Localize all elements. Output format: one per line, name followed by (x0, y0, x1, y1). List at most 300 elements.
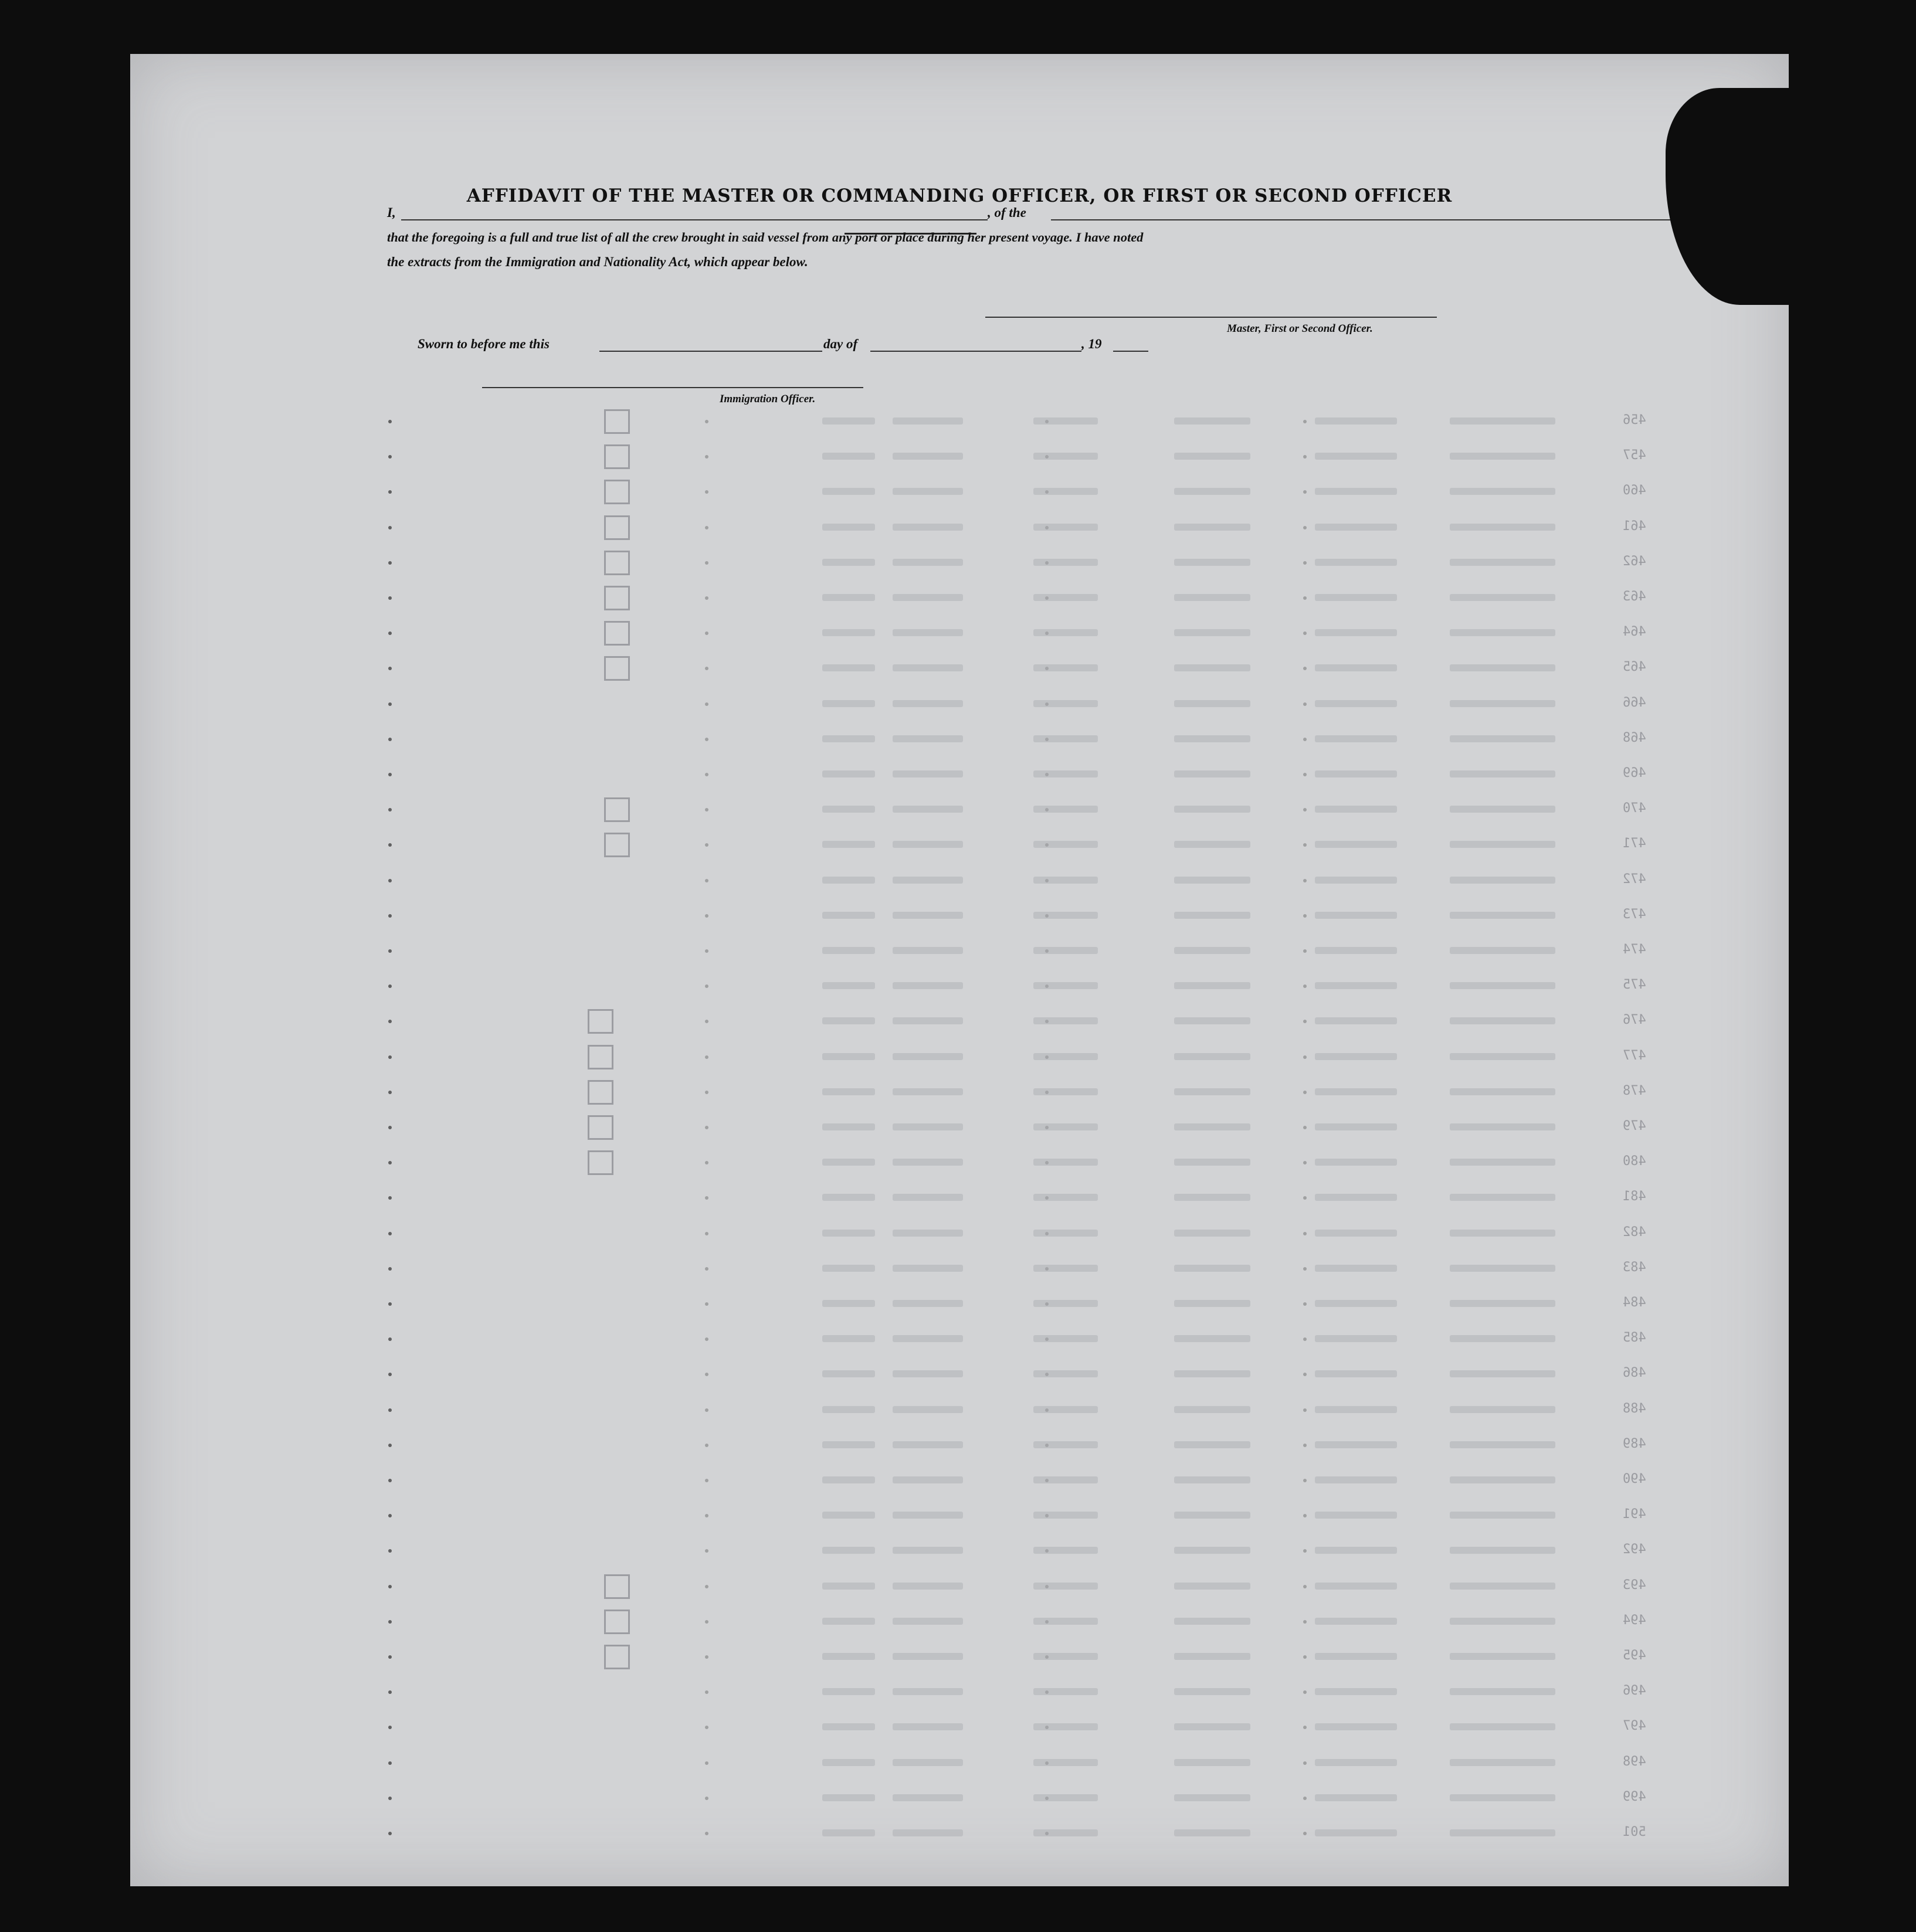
bleed-text-smudge (822, 1829, 875, 1836)
column-dot-mark (1303, 1479, 1307, 1482)
bleed-text-smudge (1315, 1512, 1397, 1519)
column-dot-mark (705, 420, 708, 423)
bleed-text-smudge (893, 629, 963, 636)
bleed-text-smudge (893, 1653, 963, 1660)
bleed-text-smudge (1174, 664, 1250, 671)
bleed-text-smudge (1033, 1159, 1098, 1166)
bleed-text-smudge (893, 1088, 963, 1095)
column-dot-mark (1303, 1761, 1307, 1765)
column-dot-mark (388, 1655, 392, 1659)
column-dot-mark (388, 773, 392, 776)
bleed-text-smudge (1033, 417, 1098, 425)
column-dot-mark (388, 1196, 392, 1200)
bleed-text-smudge (1033, 488, 1098, 495)
bleed-row-number: 484 (1623, 1295, 1646, 1310)
bleed-row-number: 485 (1623, 1330, 1646, 1346)
bleed-text-smudge (1033, 664, 1098, 671)
column-dot-mark (388, 1408, 392, 1412)
bleed-text-smudge (1174, 1759, 1250, 1766)
bleed-text-smudge (1174, 877, 1250, 884)
bleed-text-smudge (1450, 947, 1555, 954)
column-dot-mark (1303, 1055, 1307, 1059)
bleed-text-smudge (1450, 1406, 1555, 1413)
bleed-text-smudge (822, 1370, 875, 1377)
bleed-text-smudge (1315, 841, 1397, 848)
bleed-text-smudge (1174, 700, 1250, 707)
bleed-text-smudge (1174, 1159, 1250, 1166)
column-dot-mark (1303, 1797, 1307, 1800)
bleed-text-smudge (1174, 912, 1250, 919)
column-dot-mark (1303, 667, 1307, 670)
column-dot-mark (1303, 1161, 1307, 1164)
faint-stamp-box (588, 1045, 613, 1069)
bleed-text-smudge (1033, 1335, 1098, 1342)
bleed-text-smudge (1315, 1265, 1397, 1272)
bleed-row-number: 486 (1623, 1366, 1646, 1381)
bleed-text-smudge (1174, 629, 1250, 636)
bleed-text-smudge (1174, 1688, 1250, 1695)
column-dot-mark (388, 984, 392, 988)
affidavit-line-3: the extracts from the Immigration and Nationality Act, which appear below. (387, 254, 808, 269)
bleed-text-smudge (1450, 1723, 1555, 1730)
bleed-text-smudge (893, 488, 963, 495)
column-dot-mark (705, 1655, 708, 1659)
column-dot-mark (388, 1832, 392, 1835)
column-dot-mark (388, 738, 392, 741)
column-dot-mark (388, 1302, 392, 1306)
bleed-text-smudge (822, 806, 875, 813)
column-dot-mark (705, 1585, 708, 1588)
bleed-text-smudge (1450, 524, 1555, 531)
bleed-text-smudge (1033, 1759, 1098, 1766)
bleed-text-smudge (893, 1829, 963, 1836)
bleed-text-smudge (1450, 1829, 1555, 1836)
bleed-text-smudge (893, 1194, 963, 1201)
column-dot-mark (705, 1232, 708, 1235)
bleed-text-smudge (1450, 664, 1555, 671)
column-dot-mark (1303, 808, 1307, 811)
bleed-text-smudge (893, 1123, 963, 1130)
column-dot-mark (1303, 949, 1307, 953)
column-dot-mark (705, 1337, 708, 1341)
bleed-row-number: 476 (1623, 1013, 1646, 1028)
bleed-text-smudge (822, 488, 875, 495)
bleed-text-smudge (1033, 1476, 1098, 1483)
bleed-text-smudge (1315, 1653, 1397, 1660)
affidavit-of-the: , of the (988, 205, 1026, 220)
bleed-text-smudge (1033, 1618, 1098, 1625)
bleed-text-smudge (822, 1194, 875, 1201)
bleed-text-smudge (822, 1017, 875, 1024)
bleed-text-smudge (1315, 1017, 1397, 1024)
column-dot-mark (705, 561, 708, 565)
bleed-text-smudge (822, 629, 875, 636)
bleed-row-number: 460 (1623, 483, 1646, 498)
bleed-text-smudge (822, 1512, 875, 1519)
column-dot-mark (1303, 738, 1307, 741)
column-dot-mark (705, 1620, 708, 1624)
bleed-text-smudge (1033, 700, 1098, 707)
bleed-text-smudge (1174, 1088, 1250, 1095)
bleed-text-smudge (1033, 1441, 1098, 1448)
faint-stamp-box (604, 656, 630, 681)
column-dot-mark (1303, 631, 1307, 635)
column-dot-mark (388, 1161, 392, 1164)
bleed-text-smudge (822, 912, 875, 919)
bleed-text-smudge (822, 1476, 875, 1483)
bleed-text-smudge (1033, 841, 1098, 848)
bleed-text-smudge (1315, 1159, 1397, 1166)
column-dot-mark (1303, 455, 1307, 459)
bleed-row-number: 468 (1623, 730, 1646, 745)
bleed-row-number: 481 (1623, 1189, 1646, 1204)
column-dot-mark (705, 949, 708, 953)
column-dot-mark (388, 561, 392, 565)
bleed-text-smudge (1033, 629, 1098, 636)
bleed-text-smudge (1450, 1300, 1555, 1307)
sworn-day-of: day of (823, 337, 858, 351)
bleed-text-smudge (822, 1265, 875, 1272)
column-dot-mark (388, 843, 392, 847)
bleed-text-smudge (1315, 1476, 1397, 1483)
column-dot-mark (1303, 773, 1307, 776)
column-dot-mark (705, 1444, 708, 1447)
bleed-row-number: 474 (1623, 942, 1646, 957)
bleed-text-smudge (1033, 1794, 1098, 1801)
bleed-text-smudge (1315, 1547, 1397, 1554)
bleed-text-smudge (1450, 1512, 1555, 1519)
column-dot-mark (705, 808, 708, 811)
bleed-text-smudge (1174, 982, 1250, 989)
bleed-text-smudge (1174, 1335, 1250, 1342)
bleed-row-number: 490 (1623, 1472, 1646, 1486)
bleed-text-smudge (1450, 417, 1555, 425)
bleed-row-number: 479 (1623, 1119, 1646, 1133)
column-dot-mark (388, 1337, 392, 1341)
column-dot-mark (1303, 1337, 1307, 1341)
column-dot-mark (1303, 561, 1307, 565)
faint-stamp-box (604, 444, 630, 469)
bleed-text-smudge (1174, 1794, 1250, 1801)
bleed-text-smudge (1033, 1512, 1098, 1519)
faint-stamp-box (604, 515, 630, 540)
bleed-text-smudge (1450, 488, 1555, 495)
column-dot-mark (1303, 1196, 1307, 1200)
bleed-text-smudge (1450, 1476, 1555, 1483)
column-dot-mark (388, 1620, 392, 1624)
bleed-text-smudge (822, 1230, 875, 1237)
sworn-prefix: Sworn to before me this (418, 337, 550, 351)
bleed-row-number: 482 (1623, 1224, 1646, 1240)
vessel-name-blank (1051, 219, 1696, 220)
bleed-text-smudge (1450, 1017, 1555, 1024)
bleed-text-smudge (822, 524, 875, 531)
column-dot-mark (1303, 1655, 1307, 1659)
bleed-text-smudge (1174, 1583, 1250, 1590)
column-dot-mark (388, 949, 392, 953)
bleed-text-smudge (1315, 488, 1397, 495)
column-dot-mark (1303, 843, 1307, 847)
bleed-text-smudge (893, 735, 963, 742)
bleed-text-smudge (893, 664, 963, 671)
bleed-text-smudge (1315, 664, 1397, 671)
bleed-text-smudge (1450, 1194, 1555, 1201)
bleed-text-smudge (822, 982, 875, 989)
bleed-text-smudge (1450, 806, 1555, 813)
bleed-text-smudge (893, 1300, 963, 1307)
bleed-text-smudge (822, 1159, 875, 1166)
faint-stamp-box (604, 551, 630, 575)
bleed-text-smudge (1174, 1230, 1250, 1237)
column-dot-mark (705, 1302, 708, 1306)
bleed-text-smudge (1315, 1829, 1397, 1836)
bleed-text-smudge (893, 1441, 963, 1448)
bleed-text-smudge (1450, 1088, 1555, 1095)
column-dot-mark (705, 455, 708, 459)
bleed-row-number: 469 (1623, 766, 1646, 780)
bleed-text-smudge (1315, 1406, 1397, 1413)
bleed-text-smudge (1033, 1688, 1098, 1695)
bleed-text-smudge (1315, 806, 1397, 813)
bleed-text-smudge (893, 1053, 963, 1060)
bleed-text-smudge (1174, 1618, 1250, 1625)
bleed-text-smudge (1450, 629, 1555, 636)
bleed-text-smudge (1450, 1759, 1555, 1766)
column-dot-mark (1303, 1020, 1307, 1023)
bleed-text-smudge (822, 1441, 875, 1448)
bleed-text-smudge (1450, 982, 1555, 989)
bleed-text-smudge (822, 947, 875, 954)
bleed-row-number: 470 (1623, 801, 1646, 816)
bleed-text-smudge (1033, 1829, 1098, 1836)
bleed-text-smudge (1315, 912, 1397, 919)
bleed-row-number: 497 (1623, 1719, 1646, 1734)
bleed-text-smudge (1450, 877, 1555, 884)
bleed-row-number: 475 (1623, 977, 1646, 993)
faint-stamp-box (588, 1009, 613, 1034)
bleed-row-number: 464 (1623, 624, 1646, 640)
column-dot-mark (705, 596, 708, 600)
column-dot-mark (388, 1514, 392, 1517)
bleed-text-smudge (1174, 841, 1250, 848)
faint-stamp-box (604, 621, 630, 646)
bleed-text-smudge (1033, 594, 1098, 601)
bleed-text-smudge (822, 700, 875, 707)
column-dot-mark (1303, 490, 1307, 494)
bleed-text-smudge (893, 1017, 963, 1024)
bleed-text-smudge (822, 1723, 875, 1730)
bleed-text-smudge (1033, 912, 1098, 919)
bleed-text-smudge (822, 1547, 875, 1554)
bleed-text-smudge (893, 453, 963, 460)
column-dot-mark (705, 1832, 708, 1835)
bleed-text-smudge (1315, 1335, 1397, 1342)
bleed-text-smudge (1174, 1053, 1250, 1060)
column-dot-mark (705, 1514, 708, 1517)
faint-stamp-box (588, 1080, 613, 1105)
bleed-text-smudge (893, 1370, 963, 1377)
bleed-text-smudge (822, 1653, 875, 1660)
sworn-year: , 19 (1081, 337, 1102, 351)
bleed-text-smudge (893, 1265, 963, 1272)
bleed-text-smudge (893, 877, 963, 884)
bleed-row-number: 494 (1623, 1612, 1646, 1628)
column-dot-mark (705, 1549, 708, 1553)
bleed-text-smudge (1450, 1794, 1555, 1801)
bleed-text-smudge (822, 1618, 875, 1625)
bleed-row-number: 493 (1623, 1577, 1646, 1593)
column-dot-mark (388, 702, 392, 706)
column-dot-mark (1303, 1832, 1307, 1835)
bleed-text-smudge (1450, 453, 1555, 460)
bleed-text-smudge (1315, 1759, 1397, 1766)
column-dot-mark (388, 1091, 392, 1094)
column-dot-mark (1303, 1620, 1307, 1624)
sworn-month-blank (870, 351, 1081, 352)
column-dot-mark (388, 1444, 392, 1447)
affidavit-line-2: that the foregoing is a full and true list of all the crew brought in said vessel from any port or place during her present voyage. I have noted (387, 230, 1144, 245)
column-dot-mark (1303, 984, 1307, 988)
bleed-row-number: 457 (1623, 448, 1646, 463)
bleed-text-smudge (822, 770, 875, 777)
bleed-text-smudge (893, 559, 963, 566)
column-dot-mark (705, 1690, 708, 1694)
bleed-text-smudge (893, 1723, 963, 1730)
column-dot-mark (1303, 702, 1307, 706)
bleed-text-smudge (822, 417, 875, 425)
column-dot-mark (705, 1373, 708, 1376)
bleed-text-smudge (1315, 1194, 1397, 1201)
bleed-text-smudge (1033, 806, 1098, 813)
bleed-text-smudge (1033, 1230, 1098, 1237)
bleed-text-smudge (1315, 700, 1397, 707)
bleed-text-smudge (1450, 1441, 1555, 1448)
bleed-text-smudge (1174, 1723, 1250, 1730)
column-dot-mark (388, 1055, 392, 1059)
document-page (130, 54, 1789, 1886)
column-dot-mark (705, 1020, 708, 1023)
column-dot-mark (388, 1690, 392, 1694)
bleed-text-smudge (1450, 770, 1555, 777)
column-dot-mark (1303, 1232, 1307, 1235)
bleed-text-smudge (1174, 1829, 1250, 1836)
column-dot-mark (705, 738, 708, 741)
bleed-text-smudge (822, 559, 875, 566)
column-dot-mark (705, 1091, 708, 1094)
bleed-text-smudge (822, 1053, 875, 1060)
bleed-text-smudge (1033, 1088, 1098, 1095)
column-dot-mark (388, 490, 392, 494)
bleed-text-smudge (1450, 1583, 1555, 1590)
column-dot-mark (388, 420, 392, 423)
bleed-text-smudge (893, 1618, 963, 1625)
column-dot-mark (705, 879, 708, 882)
column-dot-mark (388, 879, 392, 882)
bleed-text-smudge (822, 1088, 875, 1095)
column-dot-mark (705, 702, 708, 706)
column-dot-mark (388, 1797, 392, 1800)
bleed-text-smudge (1174, 453, 1250, 460)
bleed-text-smudge (822, 1335, 875, 1342)
bleed-text-smudge (822, 453, 875, 460)
bleed-text-smudge (1450, 735, 1555, 742)
column-dot-mark (705, 1726, 708, 1729)
bleed-row-number: 496 (1623, 1683, 1646, 1699)
faint-stamp-box (604, 833, 630, 857)
bleed-text-smudge (1315, 1583, 1397, 1590)
bleed-text-smudge (1315, 1723, 1397, 1730)
column-dot-mark (1303, 1444, 1307, 1447)
bleed-text-smudge (1450, 594, 1555, 601)
bleed-text-smudge (893, 841, 963, 848)
column-dot-mark (388, 1761, 392, 1765)
bleed-text-smudge (1033, 524, 1098, 531)
bleed-text-smudge (1450, 1159, 1555, 1166)
faint-stamp-box (604, 586, 630, 610)
bleed-text-smudge (822, 1406, 875, 1413)
bleed-text-smudge (1450, 559, 1555, 566)
bleed-text-smudge (1033, 1370, 1098, 1377)
bleed-text-smudge (1450, 1688, 1555, 1695)
column-dot-mark (388, 1549, 392, 1553)
bleed-text-smudge (893, 947, 963, 954)
column-dot-mark (1303, 1302, 1307, 1306)
bleed-text-smudge (822, 1123, 875, 1130)
bleed-text-smudge (1174, 1406, 1250, 1413)
bleed-text-smudge (1033, 1017, 1098, 1024)
bleed-text-smudge (822, 594, 875, 601)
bleed-text-smudge (1174, 1123, 1250, 1130)
bleed-text-smudge (893, 982, 963, 989)
bleed-text-smudge (1315, 770, 1397, 777)
column-dot-mark (388, 1020, 392, 1023)
bleed-text-smudge (1315, 735, 1397, 742)
bleed-text-smudge (1315, 594, 1397, 601)
column-dot-mark (1303, 1549, 1307, 1553)
affidavit-i-label: I, (387, 205, 396, 220)
bleed-text-smudge (1450, 700, 1555, 707)
bleed-text-smudge (822, 877, 875, 884)
column-dot-mark (1303, 879, 1307, 882)
bleed-text-smudge (1174, 559, 1250, 566)
bleed-text-smudge (1033, 735, 1098, 742)
bleed-row-number: 472 (1623, 871, 1646, 887)
bleed-row-number: 465 (1623, 660, 1646, 675)
bleed-row-number: 456 (1623, 413, 1646, 427)
bleed-text-smudge (893, 1335, 963, 1342)
bleed-text-smudge (893, 1688, 963, 1695)
master-signature-label: Master, First or Second Officer. (1227, 322, 1373, 335)
bleed-row-number: 488 (1623, 1401, 1646, 1416)
bleed-text-smudge (1033, 1194, 1098, 1201)
column-dot-mark (705, 843, 708, 847)
bleed-row-number: 499 (1623, 1789, 1646, 1804)
bleed-text-smudge (893, 1794, 963, 1801)
column-dot-mark (705, 1797, 708, 1800)
bleed-row-number: 478 (1623, 1083, 1646, 1098)
faint-stamp-box (604, 409, 630, 434)
bleed-text-smudge (1174, 1512, 1250, 1519)
column-dot-mark (388, 526, 392, 529)
bleed-text-smudge (893, 1159, 963, 1166)
bleed-text-smudge (1174, 1194, 1250, 1201)
bleed-row-number: 498 (1623, 1754, 1646, 1769)
master-name-blank (401, 219, 988, 220)
bleed-text-smudge (822, 841, 875, 848)
sworn-day-blank (599, 351, 822, 352)
bleed-text-smudge (1315, 1688, 1397, 1695)
column-dot-mark (388, 1585, 392, 1588)
